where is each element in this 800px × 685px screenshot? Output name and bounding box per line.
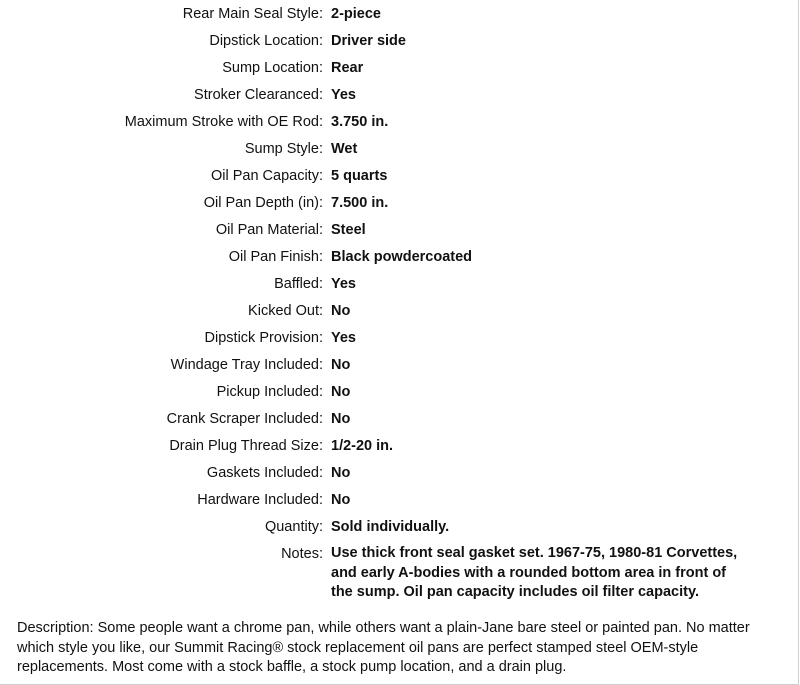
spec-value: Rear: [331, 60, 364, 76]
spec-label: Dipstick Location:: [209, 33, 323, 49]
spec-row: [0, 193, 800, 214]
spec-value: No: [331, 303, 351, 319]
spec-value: Steel: [331, 222, 366, 238]
spec-label: Crank Scraper Included:: [166, 411, 323, 427]
spec-label: Rear Main Seal Style:: [182, 6, 323, 22]
spec-label: Oil Pan Depth (in):: [203, 195, 323, 211]
spec-value: 2-piece: [331, 6, 381, 22]
spec-row: [0, 85, 800, 106]
spec-row: [0, 31, 800, 52]
spec-value: Yes: [331, 87, 356, 103]
spec-label: Dipstick Provision:: [204, 330, 323, 346]
notes-row: [0, 544, 800, 603]
spec-value: No: [331, 384, 351, 400]
spec-value: No: [331, 465, 351, 481]
spec-label: Oil Pan Capacity:: [210, 168, 323, 184]
spec-row: [0, 4, 800, 25]
spec-value: Sold individually.: [331, 519, 450, 535]
notes-label: Notes:: [281, 546, 323, 562]
spec-label: Windage Tray Included:: [170, 357, 323, 373]
spec-value: Black powdercoated: [331, 249, 473, 265]
spec-value: 5 quarts: [331, 168, 388, 184]
spec-value: No: [331, 357, 351, 373]
spec-row: [0, 166, 800, 187]
spec-row: [0, 328, 800, 349]
spec-table: [0, 4, 800, 609]
spec-label: Pickup Included:: [216, 384, 323, 400]
spec-row: [0, 490, 800, 511]
spec-value: Wet: [331, 141, 358, 157]
spec-row: [0, 436, 800, 457]
spec-row: [0, 355, 800, 376]
spec-value: 7.500 in.: [331, 195, 389, 211]
spec-value: Yes: [331, 330, 356, 346]
spec-label: Baffled:: [274, 276, 323, 292]
spec-row: [0, 517, 800, 538]
spec-label: Hardware Included:: [197, 492, 323, 508]
notes-value: Use thick front seal gasket set. 1967-75, 1980-81 Corvettes, and early A-bodies with a rounded bottom area in front of the sump. Oil pan capacity includes oil filter capacity.: [331, 545, 738, 600]
spec-row: [0, 58, 800, 79]
spec-value: No: [331, 411, 351, 427]
spec-label: Sump Location:: [222, 60, 323, 76]
spec-row: [0, 112, 800, 133]
spec-label: Stroker Clearanced:: [194, 87, 323, 103]
spec-row: [0, 382, 800, 403]
product-description: Description: Some people want a chrome pan, while others want a plain-Jane bare steel or painted pan. No matter which style you like, our Summit Racing® stock replacement oil pans are perfect stamped steel OEM-style replacements. Most come with a stock baffle, a stock pump location, and a drain plug.: [17, 620, 750, 675]
spec-value: Driver side: [331, 33, 406, 49]
spec-label: Sump Style:: [244, 141, 323, 157]
spec-label: Maximum Stroke with OE Rod:: [124, 114, 323, 130]
spec-row: [0, 274, 800, 295]
spec-label: Drain Plug Thread Size:: [169, 438, 323, 454]
spec-label: Gaskets Included:: [206, 465, 323, 481]
spec-label: Oil Pan Material:: [215, 222, 323, 238]
spec-value: 1/2-20 in.: [331, 438, 394, 454]
spec-row: [0, 409, 800, 430]
spec-row: [0, 301, 800, 322]
spec-value: 3.750 in.: [331, 114, 389, 130]
spec-label: Kicked Out:: [248, 303, 323, 319]
spec-row: [0, 139, 800, 160]
spec-label: Quantity:: [264, 519, 323, 535]
spec-row: [0, 463, 800, 484]
spec-row: [0, 220, 800, 241]
spec-row: [0, 247, 800, 268]
spec-value: No: [331, 492, 351, 508]
spec-label: Oil Pan Finish:: [228, 249, 323, 265]
spec-value: Yes: [331, 276, 356, 292]
